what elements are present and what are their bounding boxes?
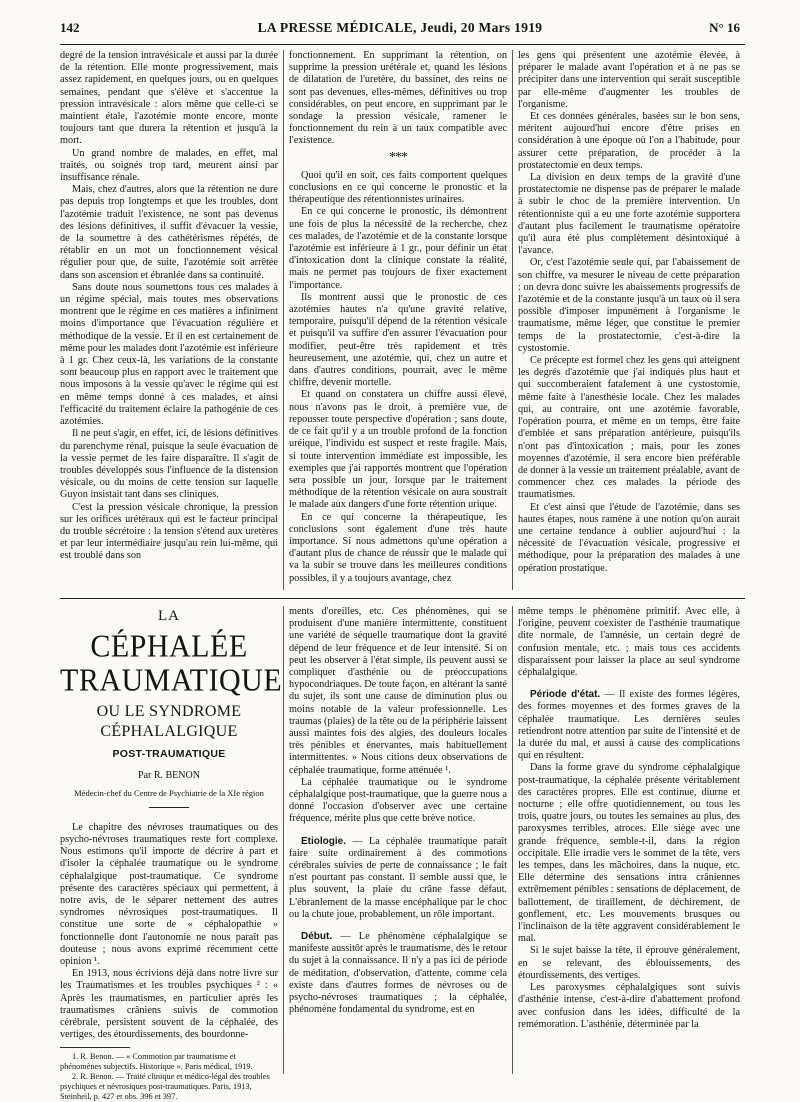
paragraph: les gens qui présentent une azotémie élevée, à préparer le malade avant l'opération et à ne pas se précipiter dans une intervention qui serait susceptible par elle-même d'augmenter les troubles de l'organisme. bbox=[518, 50, 740, 110]
paragraph: Et quand on constatera un chiffre aussi élevé, nous n'avons pas le droit, à première vue, de repousser toute perspective d'opération ; sans doute, de ce fait qu'il y a un trouble profond de la fonction uréique, l'individu est suspect et reste fragile. Mais, si toute intervention immédiate est impossible, les exemples que j'ai rapportés montrent que l'opération sera possible un jour, lorsque par le traitement méthodique de la rétention vésicale on aura soustrait le malade aux dangers d'une forte rétention urique. bbox=[289, 389, 507, 511]
column-divider bbox=[512, 606, 513, 1074]
paragraph: Quoi qu'il en soit, ces faits comportent quelques conclusions en ce qui concerne le pronostic et la thérapeutique des rétentionnistes urinaires. bbox=[289, 169, 507, 206]
article-author: Par R. BENON bbox=[138, 770, 200, 782]
article-affiliation: Médecin-chef du Centre de Psychiatrie de la XIe région bbox=[74, 787, 264, 798]
footnote: 2. R. Benon. — Traité clinique et médico-légal des troubles psychiques et névrosiques post-traumatiques. Paris, 1913, Steinheil, p. 427 et obs. 396 et 397. bbox=[60, 1072, 270, 1102]
paragraph: Dans la forme grave du syndrome céphalalgique post-traumatique, la céphalée présente véritablement des caractères propres. Elle est continue, diurne et nocturne ; elle offre quotidiennement, ou tous les trois, quatre jours, ou toutes les semaines au plus, des paroxysmes terribles, atroces. Elle siège avec une grande fréquence, semble-t-il, dans la région occipitale. Elle irradie vers le sommet de la tête, vers les tempes, dans les mâchoires, dans la nuque, etc. Elle détermine des sensations intra crâniennes extrêmement pénibles : sensations de déplacement, de ballottement, de tiraillement, de déchirement, de gonflement, etc. Les mouvements brusques ou l'inclinaison de la tête aggravent considérablement le mal. bbox=[518, 762, 740, 945]
footnote: 1. R. Benon. — « Commotion par traumatisme et phénomènes subjectifs. Historique ». Paris médical, 1919. bbox=[60, 1052, 253, 1072]
section-rule bbox=[60, 598, 745, 599]
paragraph: Sans doute nous soumettons tous ces malades à un régime spécial, mais toutes mes observations montrent que le régime en ces matières a infiniment moins d'importance que l'évacuation régulière et méthodique de la vessie. Et il en est certainement de même pour les malades dont l'azotémie est inférieure à 1 gr. Chez ceux-là, les variations de la constante sont beaucoup plus en rapport avec le traitement que nous imposons à la vessie qu'avec le régime qui est en même temps donné à ces malades, et ainsi l'efficacité du traitement éclaire la pathogénie de ces azotémies. bbox=[60, 281, 278, 428]
paragraph: Un grand nombre de malades, en effet, mal traités, ou soignés trop tard, meurent ainsi par insuffisance rénale. bbox=[60, 147, 278, 184]
paragraph: Ils montrent aussi que le pronostic de ces azotémies hautes n'a qu'une gravité relative, temporaire, puisqu'il dépend de la rétention vésicale et puisqu'il va suffire d'en assurer l'évacuation pour modifier, peut-être très rapidement et très heureusement, une azotémie, qui, chez un autre et dans d'autres conditions, pourrait, avec le même chiffre, devenir mortelle. bbox=[289, 291, 507, 389]
paragraph-etiologie bbox=[289, 836, 507, 921]
section-heading-debut: Début. bbox=[301, 931, 333, 943]
paragraph: Si le sujet baisse la tête, il éprouve généralement, en se relevant, des éblouissements, des étourdissements, des vertiges. bbox=[518, 945, 740, 981]
section-heading-etiologie: Etiologie. bbox=[301, 835, 346, 847]
paragraph: Il ne peut s'agir, en effet, ici, de lésions définitives du parenchyme rénal, puisque la seule évacuation de la vessie permet de les faire disparaître. Il s'agit de troubles développés sous l'influence de la distension vésicale, ou du moins de cette tension sur laquelle Guyon insistait tant dans ses cliniques. bbox=[60, 428, 278, 501]
issue-number: N° 16 bbox=[709, 20, 740, 35]
top-column-1 bbox=[60, 50, 278, 592]
paragraph: En ce qui concerne la thérapeutique, les conclusions sont également d'une très haute importance. Si nous admettons qu'une opération a d'autant plus de chance de réussir que le malade qui va la subir se trouve dans les meilleures conditions possibles, il y a toujours avantage, chez bbox=[289, 511, 507, 584]
paragraph: fonctionnement. En supprimant la rétention, on supprime la pression urétérale et, quand les lésions de dilatation de l'uretère, du bassinet, des reins ne sont pas devenues, elles-mêmes, définitives ou trop considérables, on peut encore, en supprimant par le sondage la pression vésicale, ramener le fonctionnement du rein à un taux compatible avec l'existence. bbox=[289, 50, 507, 147]
paragraph-text: — Il existe des formes légères, des formes moyennes et des formes graves de la céphalée traumatique. Les dernières seules retiendront notre attention par suite de l'intensité et de la durée du mal, et aussi à cause des complications qui en résultent. bbox=[518, 689, 740, 762]
header-rule bbox=[60, 44, 745, 45]
paragraph: degré de la tension intravésicale et aussi par la durée de la rétention. Elle monte progressivement, mais assez rapidement, en quelques jours, ou en quelques semaines, pendant que s'élève et s'accentue la pression intravésicale : alors même que celle-ci se maintient étale, l'azotémie monte encore, monte toujours tant que durera la rétention et jusqu'à la mort. bbox=[60, 50, 278, 147]
paragraph: même temps le phénomène primitif. Avec elle, à l'origine, peuvent coexister de l'asthénie traumatique dite normale, de l'amnésie, un certain degré de confusion mentale, etc. ; mais tous ces accidents disparaissent pour laisser la place au seul syndrome céphalalgique. bbox=[518, 606, 740, 679]
paragraph: C'est la pression vésicale chronique, la pression sur les orifices urétéraux qui est le facteur principal du trouble sécrétoire : la tension s'étend aux uretères et par leur intermédiaire jusqu'au rein lui-même, qui est troublé dans son bbox=[60, 501, 278, 562]
paragraph-periode-etat bbox=[518, 689, 740, 762]
top-column-3 bbox=[518, 50, 740, 592]
article-title: CÉPHALÉE TRAUMATIQUE bbox=[60, 629, 283, 698]
article-kicker: LA bbox=[158, 608, 180, 624]
paragraph: Les paroxysmes céphalalgiques sont suivis d'asthénie intense, c'est-à-dire d'abattement profond avec confusion dans les idées, difficulté de la remémoration. L'asthénie, déterminée par la bbox=[518, 982, 740, 1030]
paragraph: Et ces données générales, basées sur le bon sens, méritent aujourd'hui encore d'être prises en considération à une époque où l'on a l'habitude, pour assurer cette préparation, de procéder à la prostatectomie en deux temps. bbox=[518, 111, 740, 171]
journal-title: LA PRESSE MÉDICALE, Jeudi, 20 Mars 1919 bbox=[257, 20, 543, 35]
footnote-rule bbox=[60, 1047, 130, 1048]
column-divider bbox=[512, 50, 513, 590]
column-divider bbox=[283, 50, 284, 590]
article-column-3 bbox=[518, 606, 740, 1076]
article-heading bbox=[60, 608, 283, 808]
paragraph: ments d'oreilles, etc. Ces phénomènes, qui se produisent d'une manière intermittente, constituent une variété de séquelle traumatique dont la gravité dépend de leur fréquence et de leur intensité. Si on peut les observer à l'état simple, ils peuvent aussi se compliquer d'asthénie ou de préoccupations hypocondriaques. De toute façon, en altérant la santé du sujet, ils sont une cause de diminution plus ou moins notable de la valeur professionnelle. Les traumas (plaies) de la tête ou de la périphérie laissent aussi maintes fois des algies, des douleurs locales très pénibles et énervantes, mais habituellement intermittentes. » Nous citions deux observations de céphalée traumatique, forme atténuée ¹. bbox=[289, 606, 507, 776]
article-column-1 bbox=[60, 606, 283, 1102]
article-subtitle: OU LE SYNDROME CÉPHALALGIQUE bbox=[96, 703, 242, 741]
section-heading-periode-etat: Période d'état. bbox=[530, 689, 601, 701]
article-column-2 bbox=[289, 606, 507, 1076]
paragraph-debut bbox=[289, 931, 507, 1016]
paragraph: Or, c'est l'azotémie seule qui, par l'abaissement de son chiffre, va mesurer le niveau de cette préparation : on devra donc suivre les abaissements progressifs de l'azotémie et de la constante jusqu'à un taux où il sera possible d'imposer impunément à l'organisme le traumatisme, même léger, que constitue le premier temps de la prostatectomie, c'est-à-dire la cystostomie. bbox=[518, 257, 740, 354]
column-divider bbox=[283, 606, 284, 1074]
paragraph-text: — Le phénomène céphalalgique se manifeste aussitôt après le traumatisme, dès le retour du sujet à la connaissance. Il n'y a pas ici de période de méditation, d'observation, d'attente, comme cela existe dans d'autres formes de névroses ou de psycho-névroses traumatiques ; la céphalée, phénomène fondamental du syndrome, est en bbox=[289, 931, 507, 1016]
heading-rule bbox=[149, 807, 189, 808]
page-header bbox=[60, 18, 740, 42]
paragraph-pronostic: En ce qui concerne le pronostic, ils démontrent une fois de plus la nécessité de la recherche, chez ces malades, de l'azotémie et de la constante lorsque l'azotémie est inférieure à 1 gr., pour définir un état d'intoxication dont la clinique constate la réalité, mais ne permet pas toujours de fixer exactement l'importance. bbox=[289, 206, 507, 291]
paragraph: Le chapitre des névroses traumatiques ou des psycho-névroses traumatiques reste fort complexe. Nous estimons qu'il importe de décrire à part et d'isoler la céphalée traumatique ou le syndrome céphalalgique post-traumatique. Ce syndrome présente des caractères spéciaux qui permettent, à notre avis, de le séparer nettement des autres syndromes névrosiques post-traumatiques. Il constitue une sorte de « céphalopathie » fonctionnelle dont l'autonomie ne nous paraît pas douteuse ; nous avons exprimé récemment cette opinion ¹. bbox=[60, 821, 278, 968]
paragraph: La division en deux temps de la gravité d'une prostatectomie ne dispense pas de préparer le malade à subir le choc de la première intervention. Un rétentionniste qui a eu une forte azotémie supportera d'autant plus facilement le traumatisme opératoire qu'il aura été plus complètement désintoxiqué à l'avance. bbox=[518, 172, 740, 257]
section-separator-stars: *** bbox=[389, 149, 407, 165]
page-number: 142 bbox=[60, 20, 80, 35]
paragraph: Mais, chez d'autres, alors que la rétention ne dure pas depuis trop longtemps et que les troubles, dont l'azotémie traduit l'existence, ne sont pas devenus des lésions définitives, il suffit d'évacuer la vessie, de la soumettre à des cathétérismes répétés, de rétablir en un mot un fonctionnement vésical régulier pour que, de suite, l'azotémie soit arrêtée dans son ascension et ébranlée dans sa continuité. bbox=[60, 184, 278, 281]
top-column-2 bbox=[289, 50, 507, 592]
paragraph-text: — La céphalée traumatique paraît faire suite ordinairement à des commotions cérébrales suivies de perte de connaissance ; le fait n'est pourtant pas constant. Il semble aussi que, le plus souvent, la plaie du crâne fasse défaut. L'ébranlement de la masse encéphalique par le choc ou la chute joue, probablement, un rôle important. bbox=[289, 835, 507, 920]
paragraph: La céphalée traumatique ou le syndrome céphalalgique post-traumatique, que la guerre nous a donné l'occasion d'observer avec une certaine fréquence, mérite plus que cette brève notice. bbox=[289, 776, 507, 825]
paragraph: En 1913, nous écrivions déjà dans notre livre sur les Traumatismes et les troubles psychiques ² : « Après les traumatismes, en particulier après les traumatismes crâniens suivis de commotion cérébrale, persistent souvent de la céphalée, des vertiges, des étourdissements, des bourdonne- bbox=[60, 968, 278, 1041]
article-tag: POST-TRAUMATIQUE bbox=[112, 748, 226, 761]
paragraph: Et c'est ainsi que l'étude de l'azotémie, dans ses hautes étapes, nous ramène à une notion qu'on aurait une certaine tendance à oublier aujourd'hui : la nécessité de l'évacuation vésicale, progressive et méthodique, pour la préparation des malades à une opération prostatique. bbox=[518, 501, 740, 574]
paragraph: Ce précepte est formel chez les gens qui atteignent les degrés d'azotémie que j'ai indiqués plus haut et qui succomberaient fatalement à une cystostomie, même faite à l'anesthésie locale. Chez les malades qui, au contraire, ont une azotémie favorable, l'opération pourra, et même en un temps, être faite d'emblée et sans préparation antérieure, puisqu'ils n'ont pas d'intoxication ; mais, pour les zones moyennes d'azotémie, il sera encore bien préférable de donner à la vessie un traitement préalable, avant de commencer chez ces malades la période des traumatismes. bbox=[518, 355, 740, 501]
